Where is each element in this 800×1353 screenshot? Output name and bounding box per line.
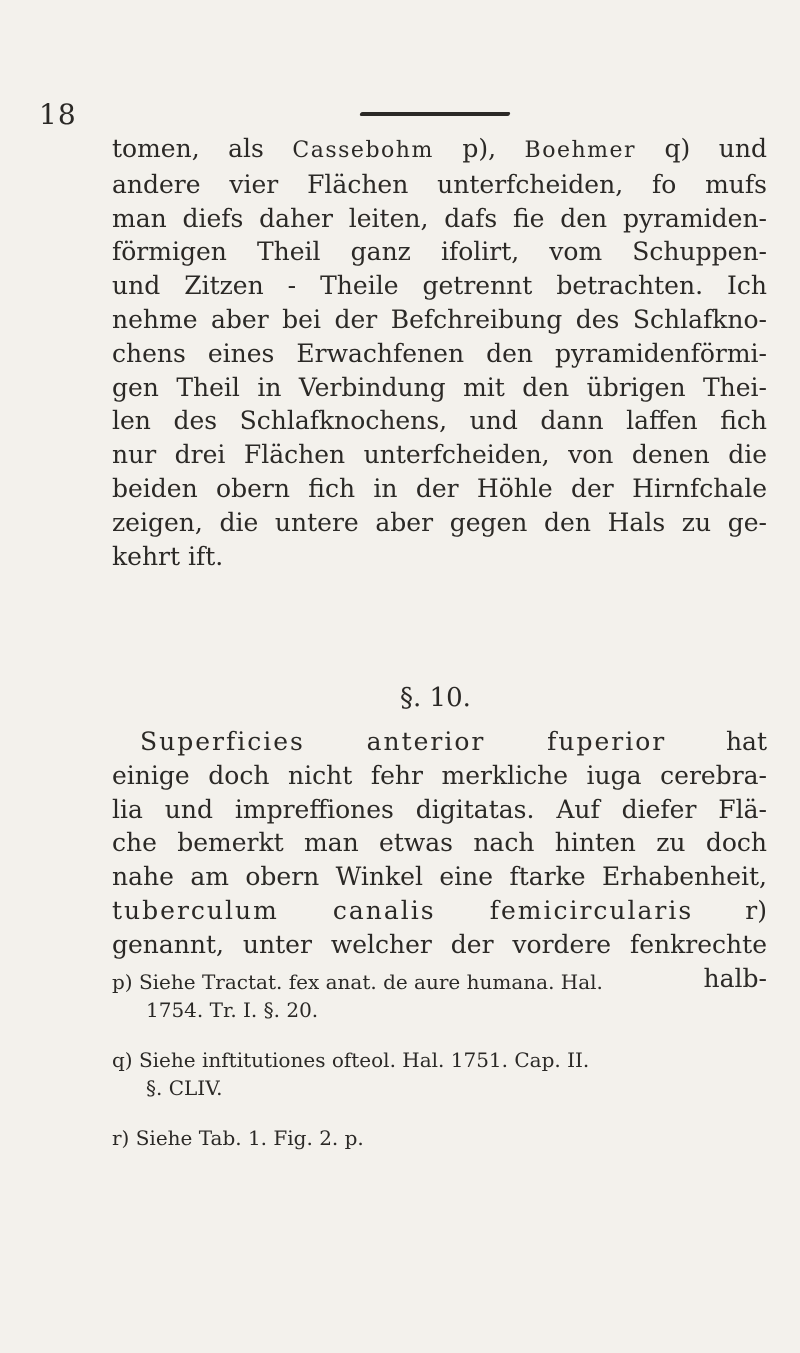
- footnote-r: [112, 1124, 752, 1152]
- author-name-part: ohm: [381, 138, 434, 163]
- footnote-line: q) Siehe inftitutiones ofteol. Hal. 1751. Cap. II.: [112, 1048, 590, 1072]
- author-name-boehmer: Boehmer: [524, 138, 637, 163]
- text-line: [112, 725, 767, 759]
- text-run: tomen, als: [112, 134, 293, 163]
- footnote-line: 1754. Tr. I. §. 20.: [146, 998, 319, 1022]
- text-run: hat: [666, 727, 768, 756]
- text-line: nahe am obern Winkel eine ftarke Erhabenheit,: [112, 862, 767, 892]
- footnote-line: p) Siehe Tractat. fex anat. de aure humana. Hal.: [112, 970, 603, 994]
- text-line: [112, 894, 767, 928]
- text-line: nehme aber bei der Befchreibung des Schlafkno-: [112, 304, 767, 334]
- footnote-p: [112, 968, 752, 1024]
- text-line: genannt, unter welcher der vordere fenkrechte: [112, 929, 767, 959]
- footnote-line: §. CLIV.: [146, 1076, 223, 1100]
- text-line: gen Theil in Verbindung mit den übrigen Thei-: [112, 372, 767, 402]
- text-line: förmigen Theil ganz ifolirt, vom Schuppen-: [112, 237, 767, 267]
- author-name-casseb: [292, 138, 433, 163]
- text-line: lia und impreffiones digitatas. Auf diefer Flä-: [112, 794, 767, 824]
- footnotes: [112, 968, 752, 1152]
- text-line: man diefs daher leiten, dafs fie den pyramiden-: [112, 203, 767, 233]
- catchword: halb-: [703, 963, 767, 993]
- text-line: andere vier Flächen unterfcheiden, fo mufs: [112, 169, 767, 199]
- text-line: che bemerkt man etwas nach hinten zu doch: [112, 828, 767, 858]
- paragraph-1: [112, 132, 767, 573]
- text-line: nur drei Flächen unterfcheiden, von denen die: [112, 440, 767, 470]
- section-heading: §. 10.: [400, 683, 471, 713]
- latin-term: Superficies anterior fuperior: [140, 727, 667, 756]
- text-run: p),: [433, 134, 525, 163]
- text-line: kehrt ift.: [112, 541, 224, 571]
- footnote-line: r) Siehe Tab. 1. Fig. 2. p.: [112, 1126, 364, 1150]
- footnote-q: [112, 1046, 752, 1102]
- text-line: einige doch nicht fehr merkliche iuga cerebra-: [112, 760, 767, 790]
- author-name-part: Casseb: [292, 138, 382, 163]
- text-line: beiden obern fich in der Höhle der Hirnfchale: [112, 473, 767, 503]
- text-line: chens eines Erwachfenen den pyramidenförmi-: [112, 338, 767, 368]
- text-line: zeigen, die untere aber gegen den Hals zu ge-: [112, 507, 767, 537]
- header-rule: [359, 112, 510, 116]
- text-line: und Zitzen - Theile getrennt betrachten. Ich: [112, 271, 767, 301]
- latin-term: tuberculum canalis femicircularis: [112, 895, 694, 925]
- text-run: r): [693, 895, 767, 925]
- text-line: len des Schlafknochens, und dann laffen fich: [112, 406, 767, 436]
- paragraph-2: [112, 725, 767, 995]
- page-number: 18: [39, 98, 77, 131]
- text-line: [112, 132, 767, 168]
- text-run: q) und: [636, 134, 767, 163]
